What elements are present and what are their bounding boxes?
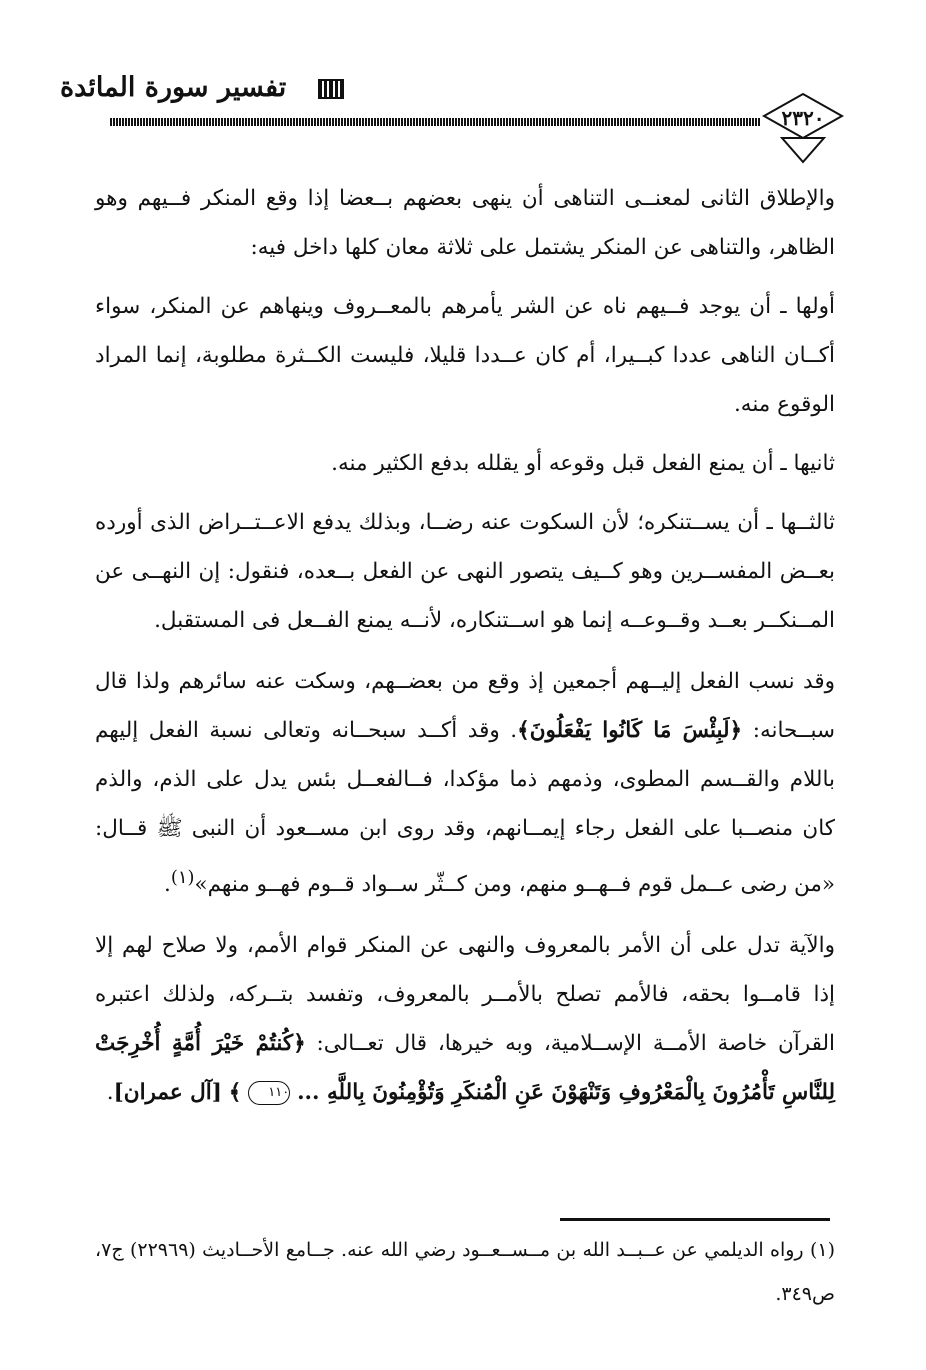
- verse-number-marker: ١١٠: [248, 1081, 290, 1105]
- page-number: ٢٣٢٠: [781, 106, 825, 130]
- quran-verse: ﴿كُنتُمْ خَيْرَ أُمَّةٍ أُخْرِجَتْ لِلنَّاسِ تَأْمُرُونَ بِالْمَعْرُوفِ وَتَنْهَوْنَ عَنِ الْمُنكَرِ وَتُؤْمِنُونَ بِاللَّهِ ...: [95, 1031, 835, 1106]
- main-text: [95, 174, 835, 1117]
- running-title: تفسير سورة المائدة: [60, 72, 287, 103]
- footnote-reference: (١): [170, 867, 195, 888]
- paragraph-text: .: [106, 1080, 114, 1106]
- header-rule: [110, 118, 760, 126]
- paragraph: أولها ـ أن يوجد فــيهم ناه عن الشر يأمرهم بالمعــروف وينهاهم عن المنكر، سواء أكــان الناهى عددا كبــيرا، أم كان عــددا قليلا، فليست الكــثرة مطلوبة، إنما المراد الوقوع منه.: [95, 294, 835, 417]
- quran-verse: ﴿لَبِئْسَ مَا كَانُوا يَفْعَلُونَ﴾: [517, 718, 743, 743]
- paragraph: [95, 657, 835, 909]
- page-header: [0, 0, 926, 170]
- footnote: (١) رواه الديلمي عن عــبــد الله بن مــســعــود رضي الله عنه. جــامع الأحــاديث (٢٢٩٦٩) ج٧، ص٣٤٩.: [95, 1239, 835, 1305]
- paragraph: ثانيها ـ أن يمنع الفعل قبل وقوعه أو يقلله بدفع الكثير منه.: [331, 451, 835, 476]
- paragraph: والإطلاق الثانى لمعنــى التناهى أن ينهى بعضهم بــعضا إذا وقع المنكر فــيهم وهو الظاهر، والتناهى عن المنكر يشتمل على ثلاثة معان كلها داخل فيه:: [95, 186, 835, 260]
- footnote-separator: [560, 1218, 830, 1221]
- paragraph-text: وقد نسب الفعل إليــهم أجمعين إذ وقع من بعضــهم، وسكت عنه سائرهم ولذا قال سبــحانه:: [95, 669, 835, 743]
- paragraph-text: والآية تدل على أن الأمر بالمعروف والنهى عن المنكر قوام الأمم، ولا صلاح لهم إلا إذا قامــوا بحقه، فالأمم تصلح بالأمــر بالمعروف، وتفسد بتــركه، ولذلك اعتبره القرآن خاصة الأمــة الإســلامية، وبه خيرها، قال تعــالى:: [95, 933, 835, 1057]
- verse-source: [آل عمران]: [113, 1080, 222, 1106]
- paragraph: ثالثــها ـ أن يســتنكره؛ لأن السكوت عنه رضــا، وبذلك يدفع الاعــتــراض الذى أورده بعــض المفســرين وهو كــيف يتصور النهى عن الفعل بــعده، فنقول: إن النهــى عن المــنكــر بعــد وقــوعــه إنما هو اســتنكاره، لأنــه يمنع الفــعل فى المستقبل.: [95, 510, 835, 633]
- verse-close-bracket: ﴾: [228, 1080, 242, 1106]
- paragraph-text: .: [163, 872, 171, 898]
- paragraph-text: . وقد أكــد سبحــانه وتعالى نسبة الفعل إليهم باللام والقــسم المطوى، وذمهم ذما مؤكدا، فــالفعــل بئس يدل على الذم، والذم كان منصــبا على الفعل رجاء إيمــانهم، وقد روى ابن مســعود أن النبى ﷺ قــال: «من رضى عــمل قوم فــهــو منهم، ومن كــثّر ســواد قــوم فهــو منهم»: [95, 718, 835, 898]
- paragraph: [95, 921, 835, 1117]
- ornament-icon: [318, 79, 344, 99]
